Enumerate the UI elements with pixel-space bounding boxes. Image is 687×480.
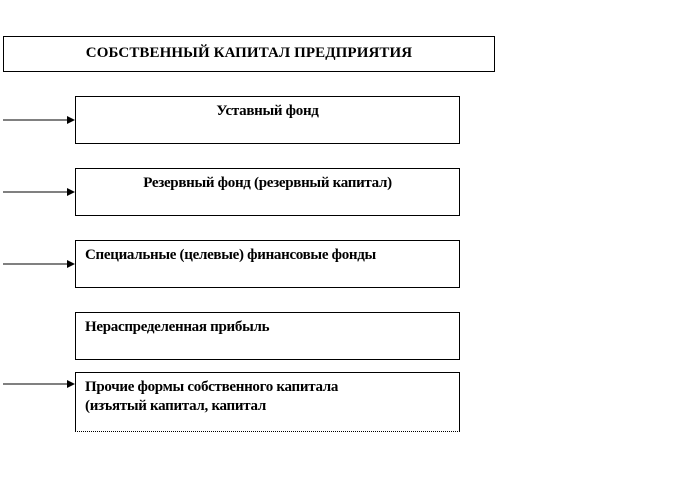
node-reserve-fund-label: Резервный фонд (резервный капитал) (143, 175, 392, 191)
node-other-forms (75, 372, 460, 432)
node-retained-earnings (75, 312, 460, 360)
node-reserve-fund (75, 168, 460, 216)
node-special-funds-label: Специальные (целевые) финансовые фонды (85, 247, 376, 263)
node-authorized-fund-label: Уставный фонд (216, 103, 319, 119)
node-other-forms-label: Прочие формы собственного капитала (изъятый капитал, капитал (85, 379, 339, 414)
diagram-title: СОБСТВЕННЫЙ КАПИТАЛ ПРЕДПРИЯТИЯ (3, 36, 495, 72)
node-special-funds (75, 240, 460, 288)
node-retained-earnings-label: Нераспределенная прибыль (85, 319, 270, 335)
node-authorized-fund (75, 96, 460, 144)
